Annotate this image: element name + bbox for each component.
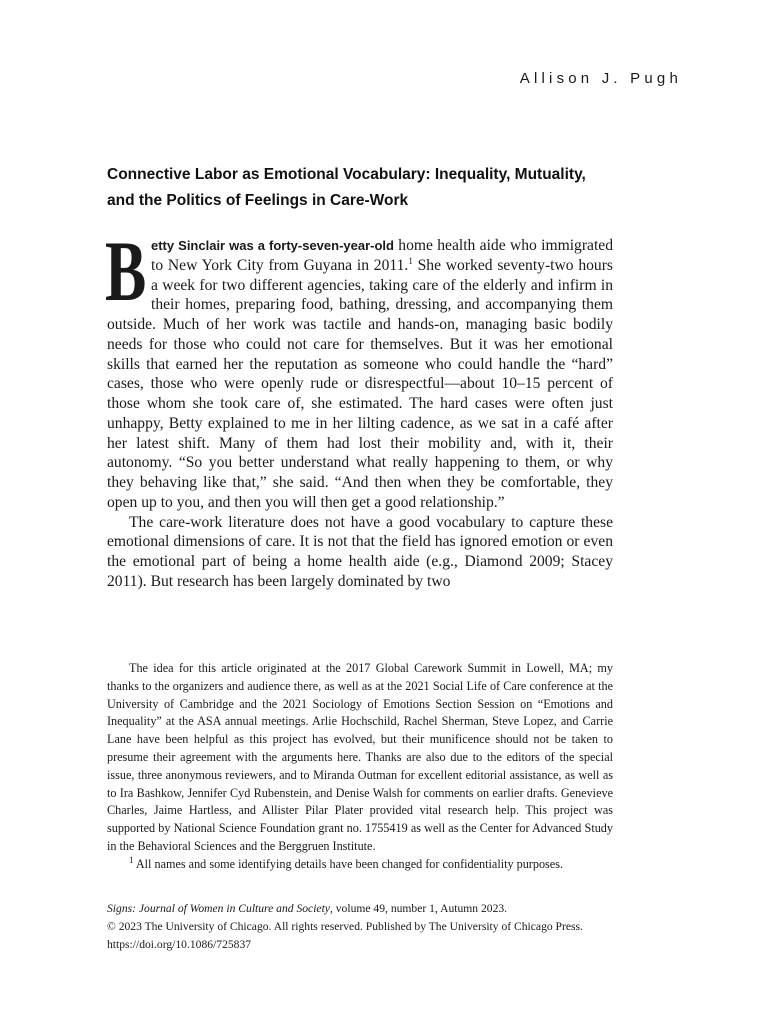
running-header-author: Allison J. Pugh [519,70,682,87]
doi-link[interactable]: https://doi.org/10.1086/725837 [107,937,252,951]
journal-details: , volume 49, number 1, Autumn 2023. [329,902,508,915]
footnote-1 [107,856,613,874]
copyright-line: © 2023 The University of Chicago. All rights reserved. Published by The University of Chicago Press. [107,919,583,933]
lead-in-text: etty Sinclair was a forty-seven-year-old [151,238,394,253]
article-title: Connective Labor as Emotional Vocabulary: Inequality, Mutuality, and the Politics of Feelings in Care-Work [107,166,586,209]
body-paragraph-1 [105,223,614,513]
footnote-number: 1 [129,854,134,865]
body-paragraph-2: The care-work literature does not have a good vocabulary to capture these emotional dimensions of care. It is not that the field has ignored emotion or even the emotional part of being a home health aide (e.g., Diamond 2009; Stacey 2011). But research has been largely dominated by two [107,513,613,590]
journal-name: Signs: Journal of Women in Culture and Society [107,902,330,915]
footnote-1-text: All names and some identifying details have been changed for confidentiality purposes. [133,856,563,871]
journal-line [107,900,613,918]
acknowledgment-note: The idea for this article originated at the 2017 Global Carework Summit in Lowell, MA; my thanks to the organizers and audience there, as well as at the 2021 Social Life of Care conference at the University of Cambridge and the 2021 Sociology of Emotions Section Session on “Emotions and Inequality” at the ASA annual meetings. Arlie Hochschild, Rachel Sherman, Steve Lopez, and Carrie Lane have been helpful as this project has evolved, but their munificence should not be taken to presume their agreement with the arguments here. Thanks are also due to the editors of the special issue, three anonymous reviewers, and to Miranda Outman for excellent editorial assistance, as well as to Ira Bashkow, Jennifer Cyd Rubenstein, and Denise Walsh for comments on earlier drafts. Genevieve Charles, Jaime Hartless, and Allister Pilar Plater provided vital research help. This project was supported by National Science Foundation grant no. 1755419 as well as the Center for Advanced Study in the Behavioral Sciences and the Berggruen Institute. [107,661,613,853]
footnotes [107,660,613,874]
publication-info [107,900,613,953]
article-body [105,223,614,592]
footnote-reference[interactable]: 1 [408,255,413,266]
paragraph-1-text-a: home health aide who immigrated to New York City from Guyana in 2011. [151,237,614,274]
drop-cap: B [105,223,147,319]
paragraph-1-text-b: She worked seventy-two hours a week for two different agencies, taking care of the elderly and infirm in their homes, preparing food, bathing, dressing, and accompanying them outside. Much of her work was tactile and hands-on, managing basic bodily needs for those who could not care for themselves. But it was her emotional skills that earned her the reputation as someone who could handle the “hard” cases, those who were openly rude or disrespectful—about 10–15 percent of those whom she took care of, she estimated. The hard cases were often just unhappy, Betty explained to me in her lilting cadence, as we sat in a café after her latest shift. Many of them had lost their mobility and, with it, their autonomy. “So you better understand what really happening to them, or why they behaving like that,” she said. “And then when they be comfortable, they open up to you, and then you will then get a good relationship.” [107,256,613,511]
